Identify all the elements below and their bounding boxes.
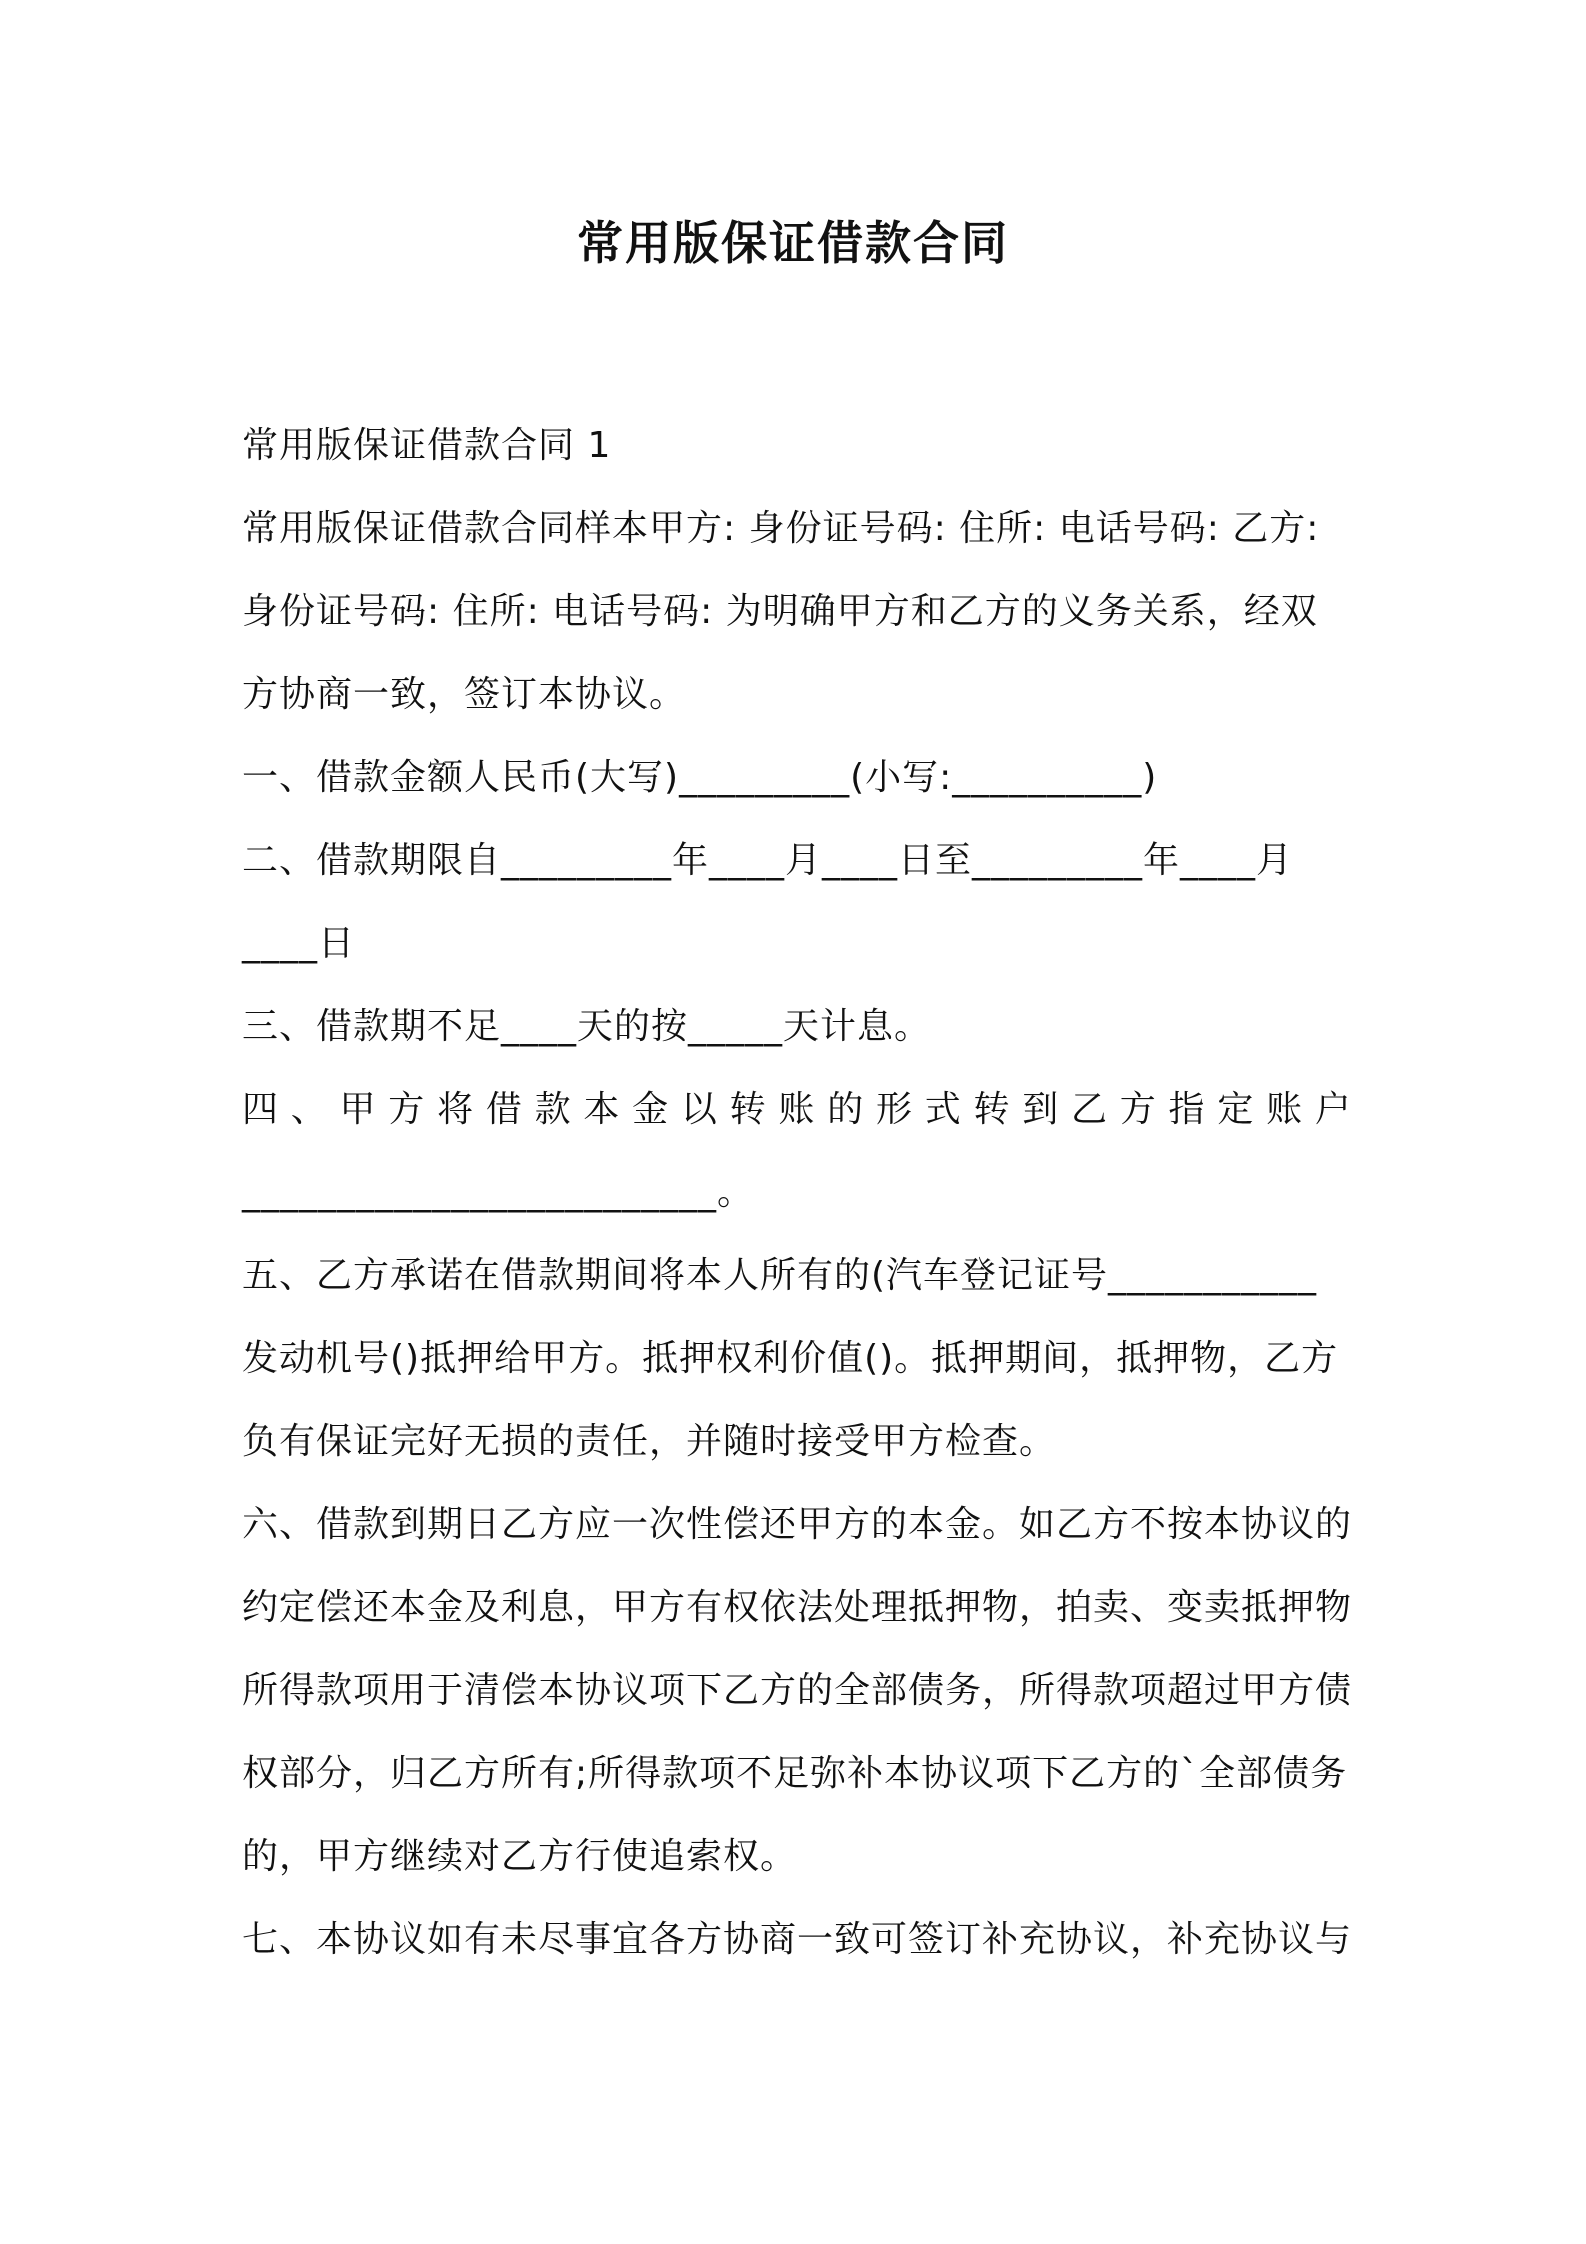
justified-char: 到: [1022, 1089, 1060, 1130]
paragraph-line: ____日: [242, 923, 356, 964]
justified-char: 方: [388, 1089, 426, 1130]
clause-2-loan-term: [242, 819, 1352, 985]
paragraph-line: 身份证号码: 住所: 电话号码: 为明确甲方和乙方的义务关系，经双: [242, 591, 1318, 632]
paragraph-line: 的，甲方继续对乙方行使追索权。: [242, 1836, 798, 1877]
clause-3-interest: [242, 985, 1352, 1068]
justified-char: 将: [437, 1089, 475, 1130]
justified-char: 本: [583, 1089, 621, 1130]
justified-char: 借: [485, 1089, 523, 1130]
justified-char: 、: [290, 1089, 328, 1130]
justified-char: 甲: [339, 1089, 377, 1130]
clause-5-collateral: [242, 1234, 1352, 1483]
justified-char: 转: [729, 1089, 767, 1130]
clause-4-transfer-account: [242, 1068, 1352, 1234]
intro-paragraph: [242, 487, 1352, 736]
paragraph-line: 三、借款期不足____天的按_____天计息。: [242, 1006, 932, 1047]
justified-char: 户: [1314, 1089, 1352, 1130]
paragraph-line: 一、借款金额人民币(大写)_________(小写:__________): [242, 757, 1158, 798]
justified-char: 金: [632, 1089, 670, 1130]
justified-char: 定: [1217, 1089, 1255, 1130]
paragraph-line: 所得款项用于清偿本协议项下乙方的全部债务，所得款项超过甲方债: [242, 1670, 1353, 1711]
paragraph-line: 七、本协议如有未尽事宜各方协商一致可签订补充协议，补充协议与: [242, 1919, 1353, 1960]
paragraph-line: 约定偿还本金及利息，甲方有权依法处理抵押物，拍卖、变卖抵押物: [242, 1587, 1353, 1628]
paragraph-line: 权部分，归乙方所有;所得款项不足弥补本协议项下乙方的`全部债务: [242, 1753, 1348, 1794]
justified-char: 四: [242, 1089, 280, 1130]
paragraph-line: 六、借款到期日乙方应一次性偿还甲方的本金。如乙方不按本协议的: [242, 1504, 1353, 1545]
justified-char: 款: [534, 1089, 572, 1130]
contract-subtitle: 常用版保证借款合同 1: [242, 425, 612, 466]
paragraph-line: 方协商一致，签订本协议。: [242, 674, 687, 715]
document-title: 常用版保证借款合同: [577, 216, 1009, 270]
justified-char: 的: [827, 1089, 865, 1130]
paragraph-line: 发动机号()抵押给甲方。抵押权利价值()。抵押期间，抵押物，乙方: [242, 1338, 1339, 1379]
justified-char: 以: [680, 1089, 718, 1130]
justified-char: 账: [1266, 1089, 1304, 1130]
paragraph-line: 五、乙方承诺在借款期间将本人所有的(汽车登记证号___________: [242, 1255, 1318, 1296]
paragraph-line: 二、借款期限自_________年____月____日至_________年____月: [242, 840, 1294, 881]
paragraph-line: 常用版保证借款合同样本甲方: 身份证号码: 住所: 电话号码: 乙方:: [242, 508, 1320, 549]
clause-1-loan-amount: [242, 736, 1352, 819]
document-body: [242, 404, 1352, 1981]
clause-6-repayment: [242, 1483, 1352, 1898]
justified-char: 式: [924, 1089, 962, 1130]
justified-line: [242, 1068, 1352, 1151]
justified-char: 转: [973, 1089, 1011, 1130]
justified-char: 账: [778, 1089, 816, 1130]
paragraph-line: _________________________。: [242, 1172, 754, 1213]
justified-char: 乙: [1071, 1089, 1109, 1130]
paragraph-line: 负有保证完好无损的责任，并随时接受甲方检查。: [242, 1421, 1057, 1462]
justified-char: 指: [1168, 1089, 1206, 1130]
justified-char: 形: [875, 1089, 913, 1130]
clause-7-supplement: [242, 1898, 1352, 1981]
justified-char: 方: [1119, 1089, 1157, 1130]
